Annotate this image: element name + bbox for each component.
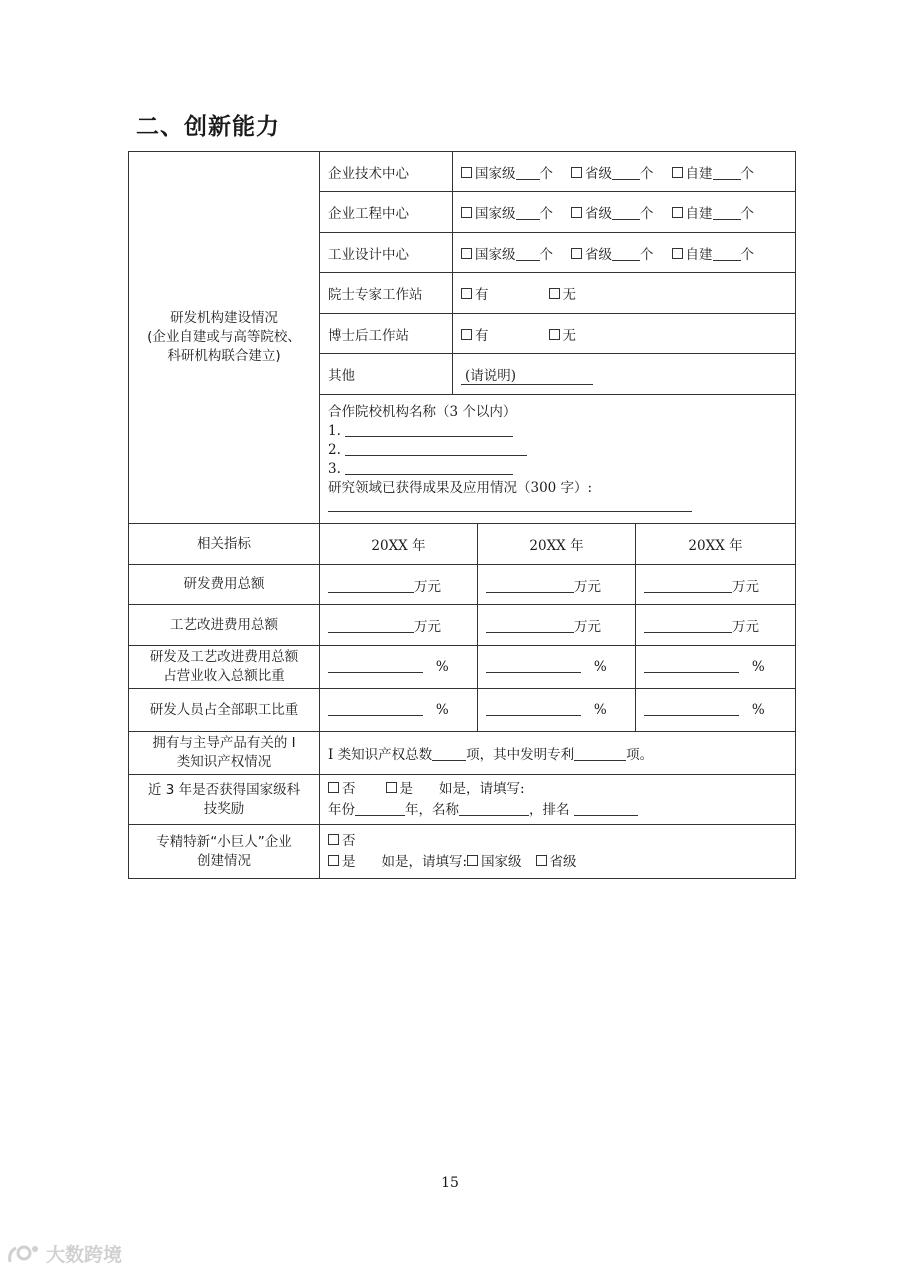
section-title: 二、创新能力 <box>136 114 280 140</box>
giant-fields: 否 是 如是，请填写: 国家级 省级 <box>320 825 796 879</box>
indicator-label: 研发及工艺改进费用总额 占营业收入总额比重 <box>129 646 320 689</box>
award-yes-checkbox[interactable] <box>386 782 397 793</box>
value-field[interactable] <box>486 620 574 633</box>
research-desc: 研究领域已获得成果及应用情况（300 字）: <box>328 480 593 496</box>
patent-count-field[interactable] <box>574 748 626 761</box>
award-name-field[interactable] <box>459 803 529 816</box>
giant-label: 专精特新“小巨人”企业 创建情况 <box>129 825 320 879</box>
value-field[interactable] <box>486 660 581 673</box>
other-label: 其他 <box>320 354 453 395</box>
no-checkbox[interactable] <box>549 329 560 340</box>
indicator-header-row <box>129 524 796 565</box>
year-header: 20XX 年 <box>320 524 478 565</box>
no-checkbox[interactable] <box>549 288 560 299</box>
ip-row <box>129 732 796 775</box>
station-options: 有 无 <box>453 273 796 314</box>
value-field[interactable] <box>644 703 739 716</box>
ip-total-field[interactable] <box>432 748 466 761</box>
national-count-field[interactable] <box>516 207 540 220</box>
giant-row <box>129 825 796 879</box>
giant-yes-checkbox[interactable] <box>328 855 339 866</box>
indicator-label: 研发费用总额 <box>129 565 320 605</box>
national-checkbox[interactable] <box>461 248 472 259</box>
provincial-checkbox[interactable] <box>571 167 582 178</box>
watermark-logo-icon <box>6 1242 40 1266</box>
yes-checkbox[interactable] <box>461 288 472 299</box>
rnd-label: 研发机构建设情况 (企业自建或与高等院校、 科研机构联合建立) <box>129 152 320 524</box>
award-fields: 否 是 如是，请填写: 年份 年，名称 ，排名 <box>320 775 796 825</box>
value-field[interactable] <box>644 620 732 633</box>
value-field[interactable] <box>328 703 423 716</box>
year-header: 20XX 年 <box>478 524 636 565</box>
year-header: 20XX 年 <box>636 524 796 565</box>
center-name: 企业技术中心 <box>320 152 453 192</box>
self-checkbox[interactable] <box>672 207 683 218</box>
self-count-field[interactable] <box>713 167 741 180</box>
innovation-form-table <box>128 151 796 879</box>
indicator-row: 研发费用总额 万元 万元 万元 <box>129 565 796 605</box>
indicator-row: 研发及工艺改进费用总额 占营业收入总额比重 % % % <box>129 646 796 689</box>
provincial-checkbox[interactable] <box>571 207 582 218</box>
giant-provincial-checkbox[interactable] <box>536 855 547 866</box>
national-count-field[interactable] <box>516 167 540 180</box>
self-checkbox[interactable] <box>672 167 683 178</box>
value-field[interactable] <box>328 580 414 593</box>
watermark-text: 大数跨境 <box>46 1244 123 1266</box>
value-field[interactable] <box>644 660 739 673</box>
station-name: 博士后工作站 <box>320 314 453 354</box>
award-year-field[interactable] <box>355 803 405 816</box>
coop-section: 合作院校机构名称（3 个以内） 1. 2. 3. 研究领域已获得成果及应用情况（300 字）: <box>320 395 796 524</box>
value-field[interactable] <box>486 580 574 593</box>
provincial-count-field[interactable] <box>612 167 640 180</box>
coop-name-field-3[interactable] <box>345 462 513 475</box>
yes-checkbox[interactable] <box>461 329 472 340</box>
provincial-count-field[interactable] <box>612 248 640 261</box>
award-no-checkbox[interactable] <box>328 782 339 793</box>
self-count-field[interactable] <box>713 207 741 220</box>
station-options: 有 无 <box>453 314 796 354</box>
page-number: 15 <box>441 1175 459 1191</box>
value-field[interactable] <box>328 620 414 633</box>
value-field[interactable] <box>486 703 581 716</box>
provincial-checkbox[interactable] <box>571 248 582 259</box>
indicator-row: 研发人员占全部职工比重 % % % <box>129 689 796 732</box>
award-rank-field[interactable] <box>574 803 638 816</box>
center-name: 企业工程中心 <box>320 192 453 233</box>
national-checkbox[interactable] <box>461 207 472 218</box>
indicator-label: 工艺改进费用总额 <box>129 605 320 646</box>
coop-name-field-1[interactable] <box>345 424 513 437</box>
research-desc-field[interactable] <box>328 499 692 512</box>
value-field[interactable] <box>644 580 732 593</box>
self-count-field[interactable] <box>713 248 741 261</box>
center-name: 工业设计中心 <box>320 233 453 273</box>
center-levels: 国家级 个 省级 个 自建 个 <box>453 152 796 192</box>
coop-title: 合作院校机构名称（3 个以内） <box>328 404 517 420</box>
center-levels: 国家级 个 省级 个 自建 个 <box>453 233 796 273</box>
ip-label: 拥有与主导产品有关的 I 类知识产权情况 <box>129 732 320 775</box>
award-row <box>129 775 796 825</box>
award-label: 近 3 年是否获得国家级科 技奖励 <box>129 775 320 825</box>
other-field[interactable]: (请说明) <box>453 354 796 395</box>
giant-no-checkbox[interactable] <box>328 834 339 845</box>
indicator-label: 研发人员占全部职工比重 <box>129 689 320 732</box>
value-field[interactable] <box>328 660 423 673</box>
indicator-row: 工艺改进费用总额 万元 万元 万元 <box>129 605 796 646</box>
coop-name-field-2[interactable] <box>345 443 527 456</box>
self-checkbox[interactable] <box>672 248 683 259</box>
ip-fields: I 类知识产权总数 项，其中发明专利 项。 <box>320 732 796 775</box>
station-name: 院士专家工作站 <box>320 273 453 314</box>
giant-national-checkbox[interactable] <box>467 855 478 866</box>
national-checkbox[interactable] <box>461 167 472 178</box>
provincial-count-field[interactable] <box>612 207 640 220</box>
watermark <box>6 1240 122 1267</box>
national-count-field[interactable] <box>516 248 540 261</box>
center-row <box>129 152 796 192</box>
indicator-header: 相关指标 <box>129 524 320 565</box>
center-levels: 国家级 个 省级 个 自建 个 <box>453 192 796 233</box>
